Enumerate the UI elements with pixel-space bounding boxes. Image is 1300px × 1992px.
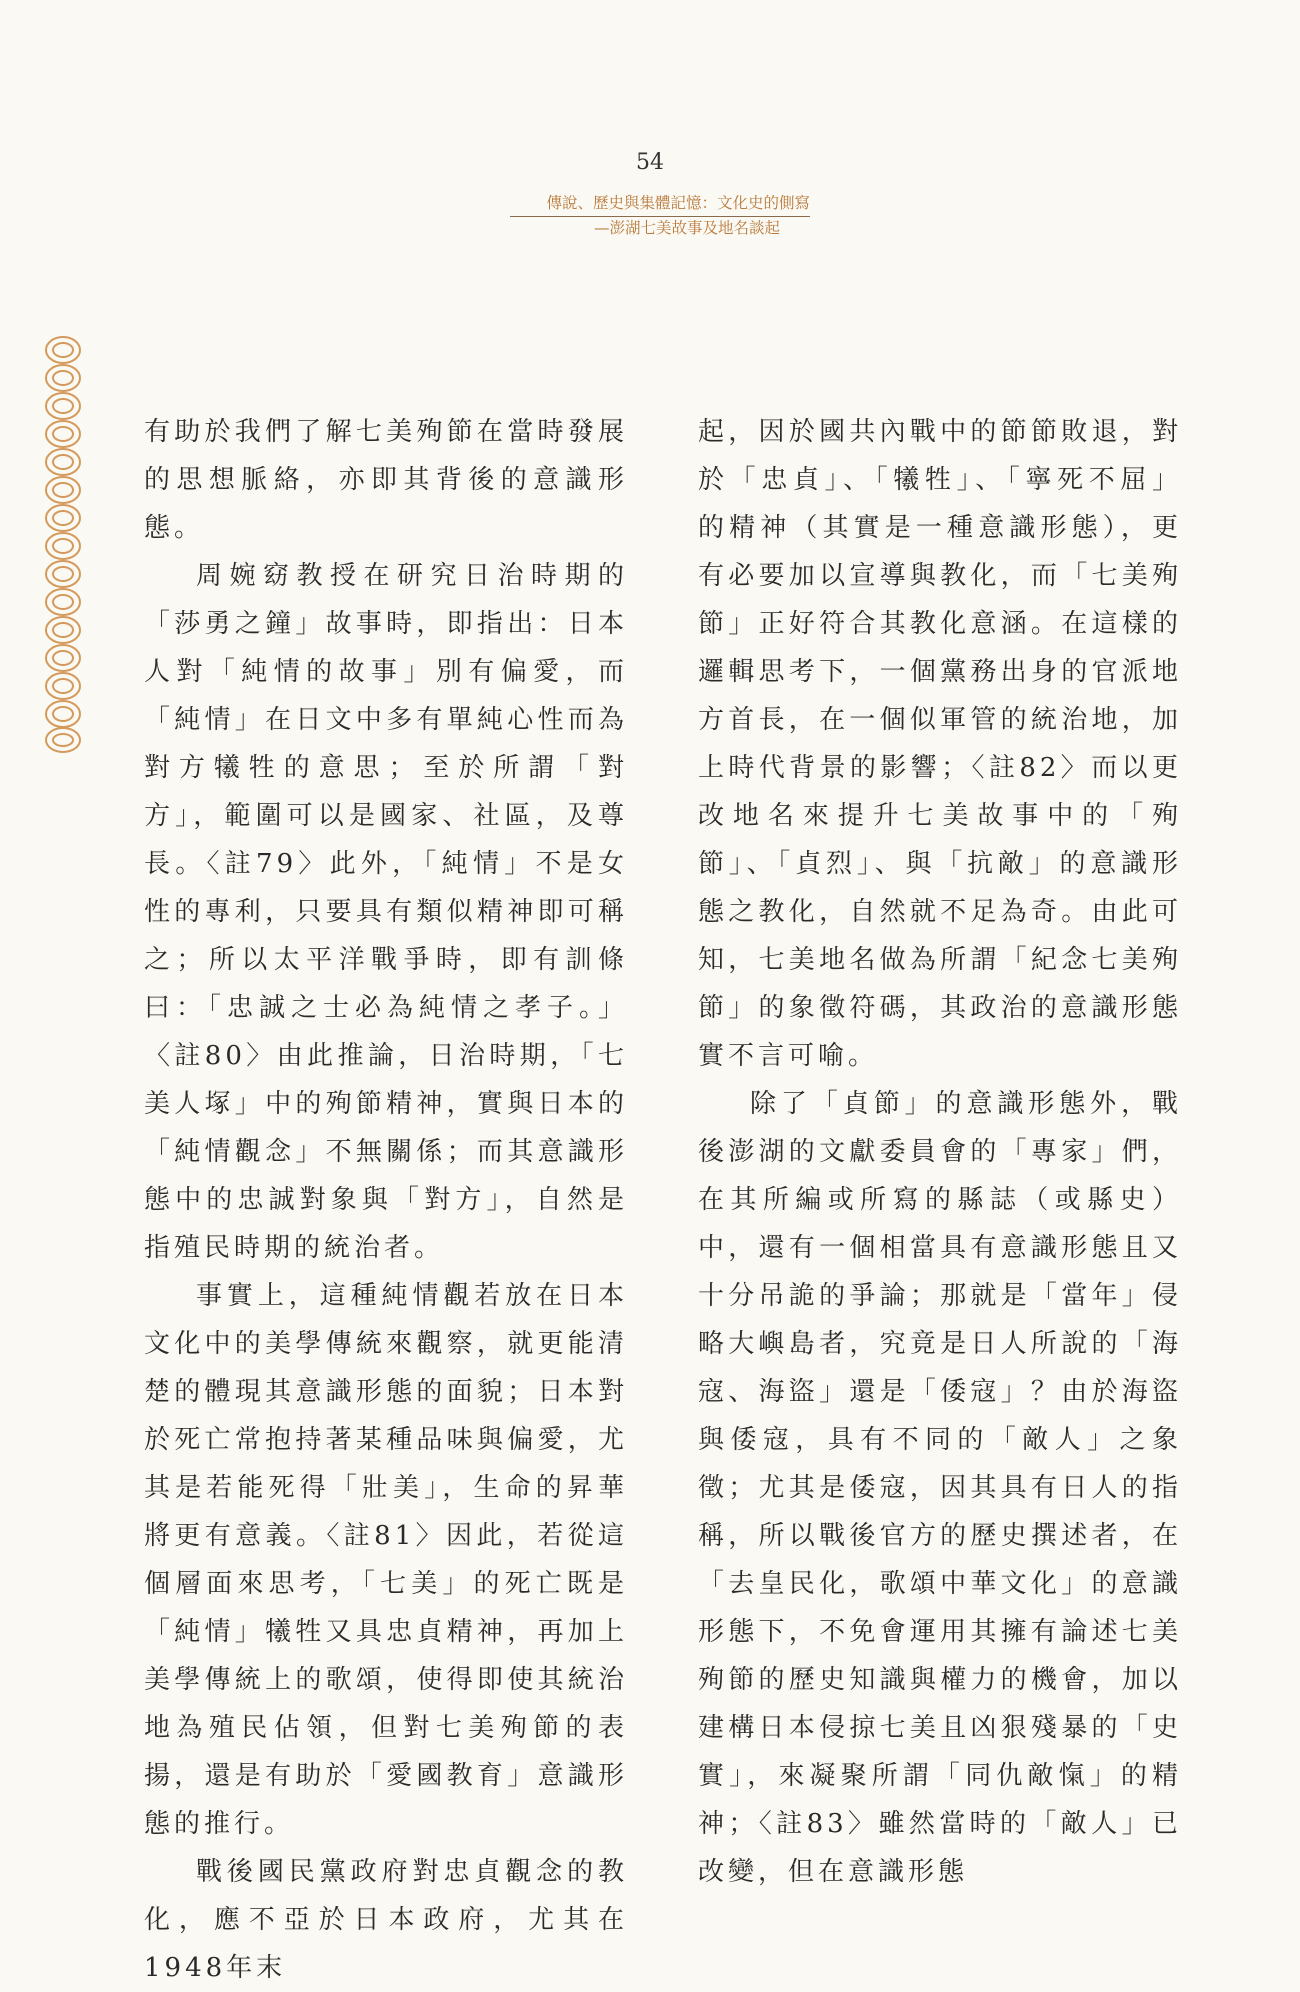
ornament-medallions-icon xyxy=(38,334,88,754)
paragraph: 周婉窈教授在研究日治時期的「莎勇之鐘」故事時，即指出：日本人對「純情的故事」別有偏愛，而「純情」在日文中多有單純心性而為對方犧牲的意思；至於所謂「對方」，範圍可以是國家、社區，及尊長。〈註79〉此外，「純情」不是女性的專利，只要具有類似精神即可稱之；所以太平洋戰爭時，即有訓條曰：「忠誠之士必為純情之孝子。」〈註80〉由此推論，日治時期，「七美人塚」中的殉節精神，實與日本的「純情觀念」不無關係；而其意識形態中的忠誠對象與「對方」，自然是指殖民時期的統治者。 xyxy=(144,561,628,1263)
right-column xyxy=(698,408,1182,1896)
paragraph: 有助於我們了解七美殉節在當時發展的思想脈絡，亦即其背後的意識形態。 xyxy=(144,417,628,543)
running-head-title: 傳說、歷史與集體記憶：文化史的側寫 xyxy=(510,192,810,217)
paragraph: 戰後國民黨政府對忠貞觀念的教化，應不亞於日本政府，尤其在1948年末 xyxy=(144,1857,628,1983)
running-head xyxy=(510,192,810,239)
margin-ornament xyxy=(38,334,88,754)
paragraph: 除了「貞節」的意識形態外，戰後澎湖的文獻委員會的「專家」們，在其所編或所寫的縣誌（或縣史）中，還有一個相當具有意識形態且又十分吊詭的爭論；那就是「當年」侵略大嶼島者，究竟是日人所說的「海寇、海盜」還是「倭寇」？由於海盜與倭寇，具有不同的「敵人」之象徵；尤其是倭寇，因其具有日人的指稱，所以戰後官方的歷史撰述者，在「去皇民化，歌頌中華文化」的意識形態下，不免會運用其擁有論述七美殉節的歷史知識與權力的機會，加以建構日本侵掠七美且凶狠殘暴的「史實」，來凝聚所謂「同仇敵愾」的精神；〈註83〉雖然當時的「敵人」已改變，但在意識形態 xyxy=(698,1089,1182,1887)
page-number: 54 xyxy=(636,150,664,175)
paragraph: 起，因於國共內戰中的節節敗退，對於「忠貞」、「犧牲」、「寧死不屈」的精神（其實是一種意識形態），更有必要加以宣導與教化，而「七美殉節」正好符合其教化意涵。在這樣的邏輯思考下，一個黨務出身的官派地方首長，在一個似軍管的統治地，加上時代背景的影響；〈註82〉而以更改地名來提升七美故事中的「殉節」、「貞烈」、與「抗敵」的意識形態之教化，自然就不足為奇。由此可知，七美地名做為所謂「紀念七美殉節」的象徵符碼，其政治的意識形態實不言可喻。 xyxy=(698,417,1182,1071)
paragraph: 事實上，這種純情觀若放在日本文化中的美學傳統來觀察，就更能清楚的體現其意識形態的面貌；日本對於死亡常抱持著某種品味與偏愛，尤其是若能死得「壯美」，生命的昇華將更有意義。〈註81〉因此，若從這個層面來思考，「七美」的死亡既是「純情」犧牲又具忠貞精神，再加上美學傳統上的歌頌，使得即使其統治地為殖民佔領，但對七美殉節的表揚，還是有助於「愛國教育」意識形態的推行。 xyxy=(144,1281,628,1839)
left-column xyxy=(144,408,628,1992)
running-head-subtitle: —澎湖七美故事及地名談起 xyxy=(593,219,780,237)
